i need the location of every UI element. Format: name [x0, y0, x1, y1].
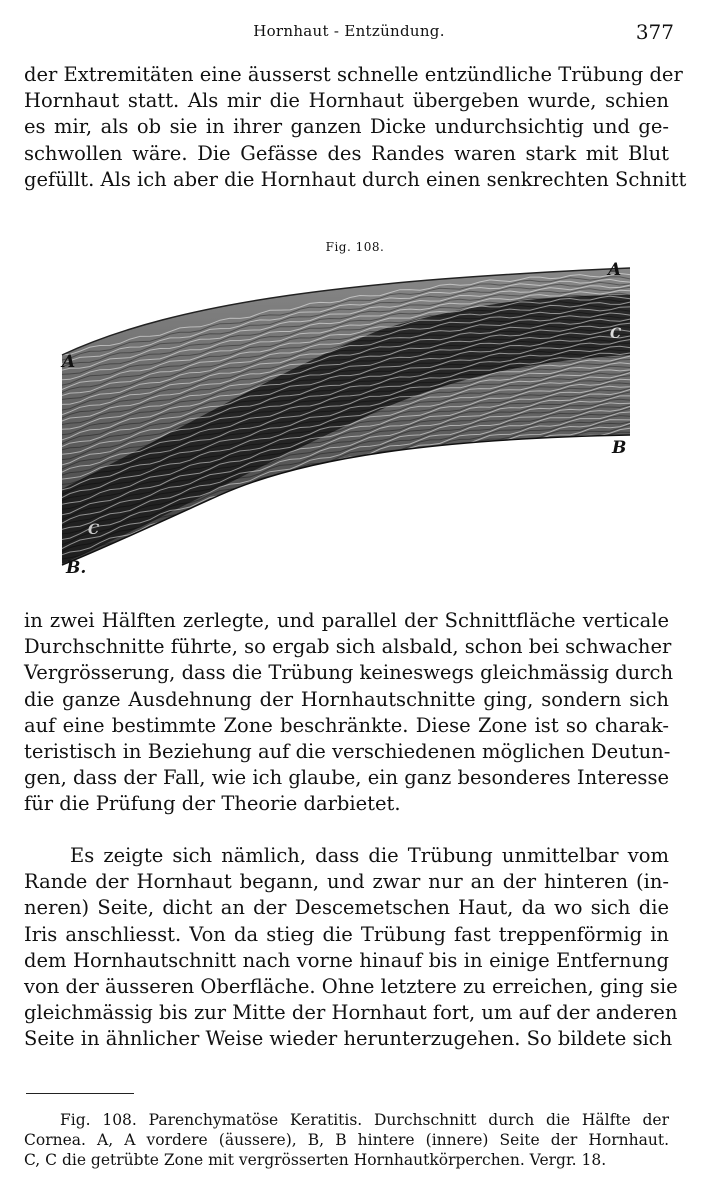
figure-footnote: [24, 1110, 669, 1170]
text-line: in zwei Hälften zerlegte, und parallel der Schnittfläche verticale: [24, 609, 669, 632]
text-line: von der äusseren Oberfläche. Ohne letztere zu erreichen, ging sie: [24, 975, 678, 999]
text-line: Iris anschliesst. Von da stieg die Trübung fast treppenförmig in: [24, 922, 669, 946]
text-line: die ganze Ausdehnung der Hornhautschnitte ging, sondern sich: [24, 687, 669, 711]
text-line: Rande der Hornhaut begann, und zwar nur an der hinteren (in-: [24, 870, 669, 894]
paragraph-top: [24, 62, 687, 193]
text-line: Hornhaut statt. Als mir die Hornhaut übergeben wurde, schien: [24, 89, 669, 113]
text-line: gen, dass der Fall, wie ich glaube, ein ganz besonderes Interesse: [24, 766, 669, 790]
footnote-line: C, C die getrübte Zone mit vergrösserten Hornhautkörperchen. Vergr. 18.: [24, 1151, 607, 1169]
text-line: Vergrösserung, dass die Trübung keineswegs gleichmässig durch: [24, 661, 674, 685]
figure-title: Fig. 108.: [325, 240, 385, 254]
text-line: dem Hornhautschnitt nach vorne hinauf bis in einige Entfernung: [24, 948, 669, 972]
figure-label-b-left: B.: [66, 558, 87, 578]
figure-108: [60, 240, 650, 580]
footnote-line: Cornea. A, A vordere (äussere), B, B hintere (innere) Seite der Hornhaut.: [24, 1131, 669, 1149]
text-line: teristisch in Beziehung auf die verschiedenen möglichen Deutun-: [24, 740, 671, 764]
text-line: Seite in ähnlicher Weise wieder herunterzugehen. So bildete sich: [24, 1027, 673, 1051]
text-line: es mir, als ob sie in ihrer ganzen Dicke undurchsichtig und ge-: [24, 115, 669, 139]
figure-label-c-left: C: [88, 522, 100, 538]
figure-label-a-right: A: [608, 260, 622, 280]
text-line: schwollen wäre. Die Gefässe des Randes waren stark mit Blut: [24, 141, 669, 165]
figure-label-c-right: C: [610, 326, 622, 342]
text-line: gefüllt. Als ich aber die Hornhaut durch einen senkrechten Schnitt: [24, 167, 687, 191]
text-line: gleichmässig bis zur Mitte der Hornhaut fort, um auf der anderen: [24, 1001, 678, 1025]
text-line: auf eine bestimmte Zone beschränkte. Diese Zone ist so charak-: [24, 713, 669, 737]
text-line: der Extremitäten eine äusserst schnelle entzündliche Trübung der: [24, 63, 683, 86]
footnote-divider: [26, 1093, 134, 1094]
figure-label-a-left: A: [62, 352, 76, 372]
paragraph-middle-a: [24, 608, 674, 818]
text-line: Es zeigte sich nämlich, dass die Trübung unmittelbar vom: [70, 844, 669, 867]
cornea-cross-section-illustration: [60, 260, 650, 580]
page-number: 377: [635, 20, 674, 44]
text-line: für die Prüfung der Theorie darbietet.: [24, 792, 401, 816]
running-title: Hornhaut - Entzündung.: [253, 22, 445, 40]
cornea-body: [60, 260, 650, 580]
text-line: Durchschnitte führte, so ergab sich alsbald, schon bei schwacher: [24, 635, 672, 659]
figure-label-b-right: B: [612, 438, 627, 458]
page-header: [24, 18, 674, 48]
paragraph-middle-b: [24, 843, 678, 1053]
text-line: neren) Seite, dicht an der Descemetschen Haut, da wo sich die: [24, 896, 669, 920]
footnote-line: Fig. 108. Parenchymatöse Keratitis. Durchschnitt durch die Hälfte der: [60, 1111, 669, 1129]
